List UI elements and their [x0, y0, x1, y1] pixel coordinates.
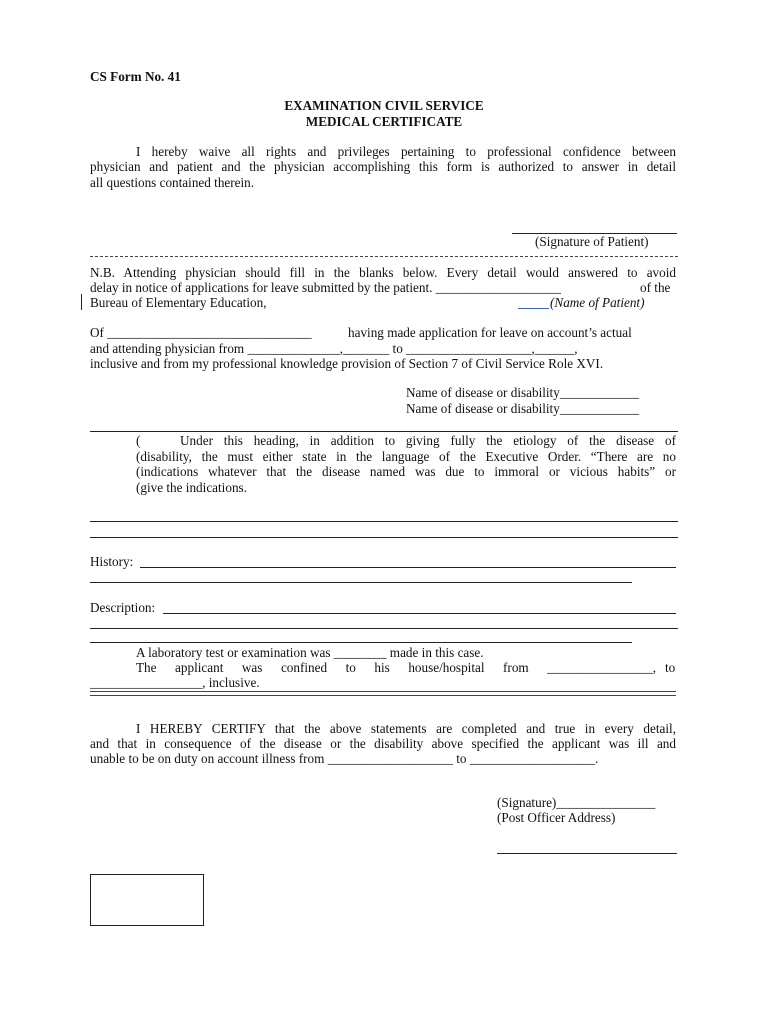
disease-name-1: Name of disease or disability____________ [406, 385, 639, 400]
certify-line-1: I HEREBY CERTIFY that the above statements are completed and true in every detail, [136, 721, 676, 736]
certify-line-3: unable to be on duty on account illness from ___________________ to ___________________. [90, 751, 599, 766]
physician-signature-label: (Signature)_______________ [497, 795, 656, 810]
history-label: History: [90, 554, 134, 569]
text-cursor [81, 294, 82, 310]
waiver-line-1: I hereby waive all rights and privileges pertaining to professional confidence between [136, 144, 676, 159]
form-number: CS Form No. 41 [90, 69, 181, 84]
stamp-box [90, 874, 204, 926]
certify-line-2: and that in consequence of the disease or the disability above specified the applicant was ill and [90, 736, 676, 751]
post-office-address-label: (Post Officer Address) [497, 810, 616, 825]
dashed-separator [90, 256, 678, 257]
lab-line-1: A laboratory test or examination was ________ made in this case. [136, 645, 484, 660]
nb-line-3: Bureau of Elementary Education, [90, 295, 267, 310]
waiver-line-2: physician and patient and the physician accomplishing this form is authorized to answer in detail [90, 159, 676, 174]
description-line-2[interactable] [90, 628, 678, 629]
application-line-1: Of _______________________________ [90, 325, 312, 340]
description-line-3[interactable] [90, 642, 632, 643]
application-line-3: inclusive and from my professional knowledge provision of Section 7 of Civil Service Role XVI. [90, 356, 604, 371]
address-line[interactable] [497, 853, 677, 854]
history-line-1[interactable] [140, 567, 676, 568]
double-rule-separator [90, 691, 676, 696]
lab-line-2-end: to [665, 660, 676, 675]
etiology-line-3: (indications whatever that the disease named was due to immoral or vicious habits” or [136, 464, 676, 479]
lab-line-3: _________________, inclusive. [90, 675, 260, 690]
blank-line-1[interactable] [90, 521, 678, 522]
blank-line-2[interactable] [90, 537, 678, 538]
description-line-1[interactable] [163, 613, 676, 614]
etiology-top-rule [90, 431, 678, 432]
description-label: Description: [90, 600, 156, 615]
patient-name-blank[interactable] [518, 308, 549, 309]
form-title-line-1: EXAMINATION CIVIL SERVICE [284, 98, 484, 113]
etiology-line-1: Under this heading, in addition to giving fully the etiology of the disease of [180, 433, 676, 448]
etiology-line-4: (give the indications. [136, 480, 247, 495]
lab-line-2: The applicant was confined to his house/hospital from ________________, [136, 660, 656, 675]
name-of-patient-label: (Name of Patient) [550, 295, 645, 310]
application-line-2: and attending physician from ______________,_______ to ___________________,______, [90, 341, 578, 356]
application-line-1-end: having made application for leave on account’s actual [348, 325, 632, 340]
patient-signature-label: (Signature of Patient) [535, 234, 649, 249]
history-line-2[interactable] [90, 582, 632, 583]
disease-name-2: Name of disease or disability____________ [406, 401, 639, 416]
etiology-open-paren: ( [136, 433, 141, 448]
etiology-line-2: (disability, the must either state in the language of the Executive Order. “There are no [136, 449, 676, 464]
form-title-line-2: MEDICAL CERTIFICATE [305, 114, 463, 129]
nb-line-2-end: of the [640, 280, 671, 295]
nb-line-2: delay in notice of applications for leave submitted by the patient. ___________________ [90, 280, 561, 295]
nb-line-1: N.B. Attending physician should fill in the blanks below. Every detail would answered to avoid [90, 265, 676, 280]
waiver-line-3: all questions contained therein. [90, 175, 255, 190]
